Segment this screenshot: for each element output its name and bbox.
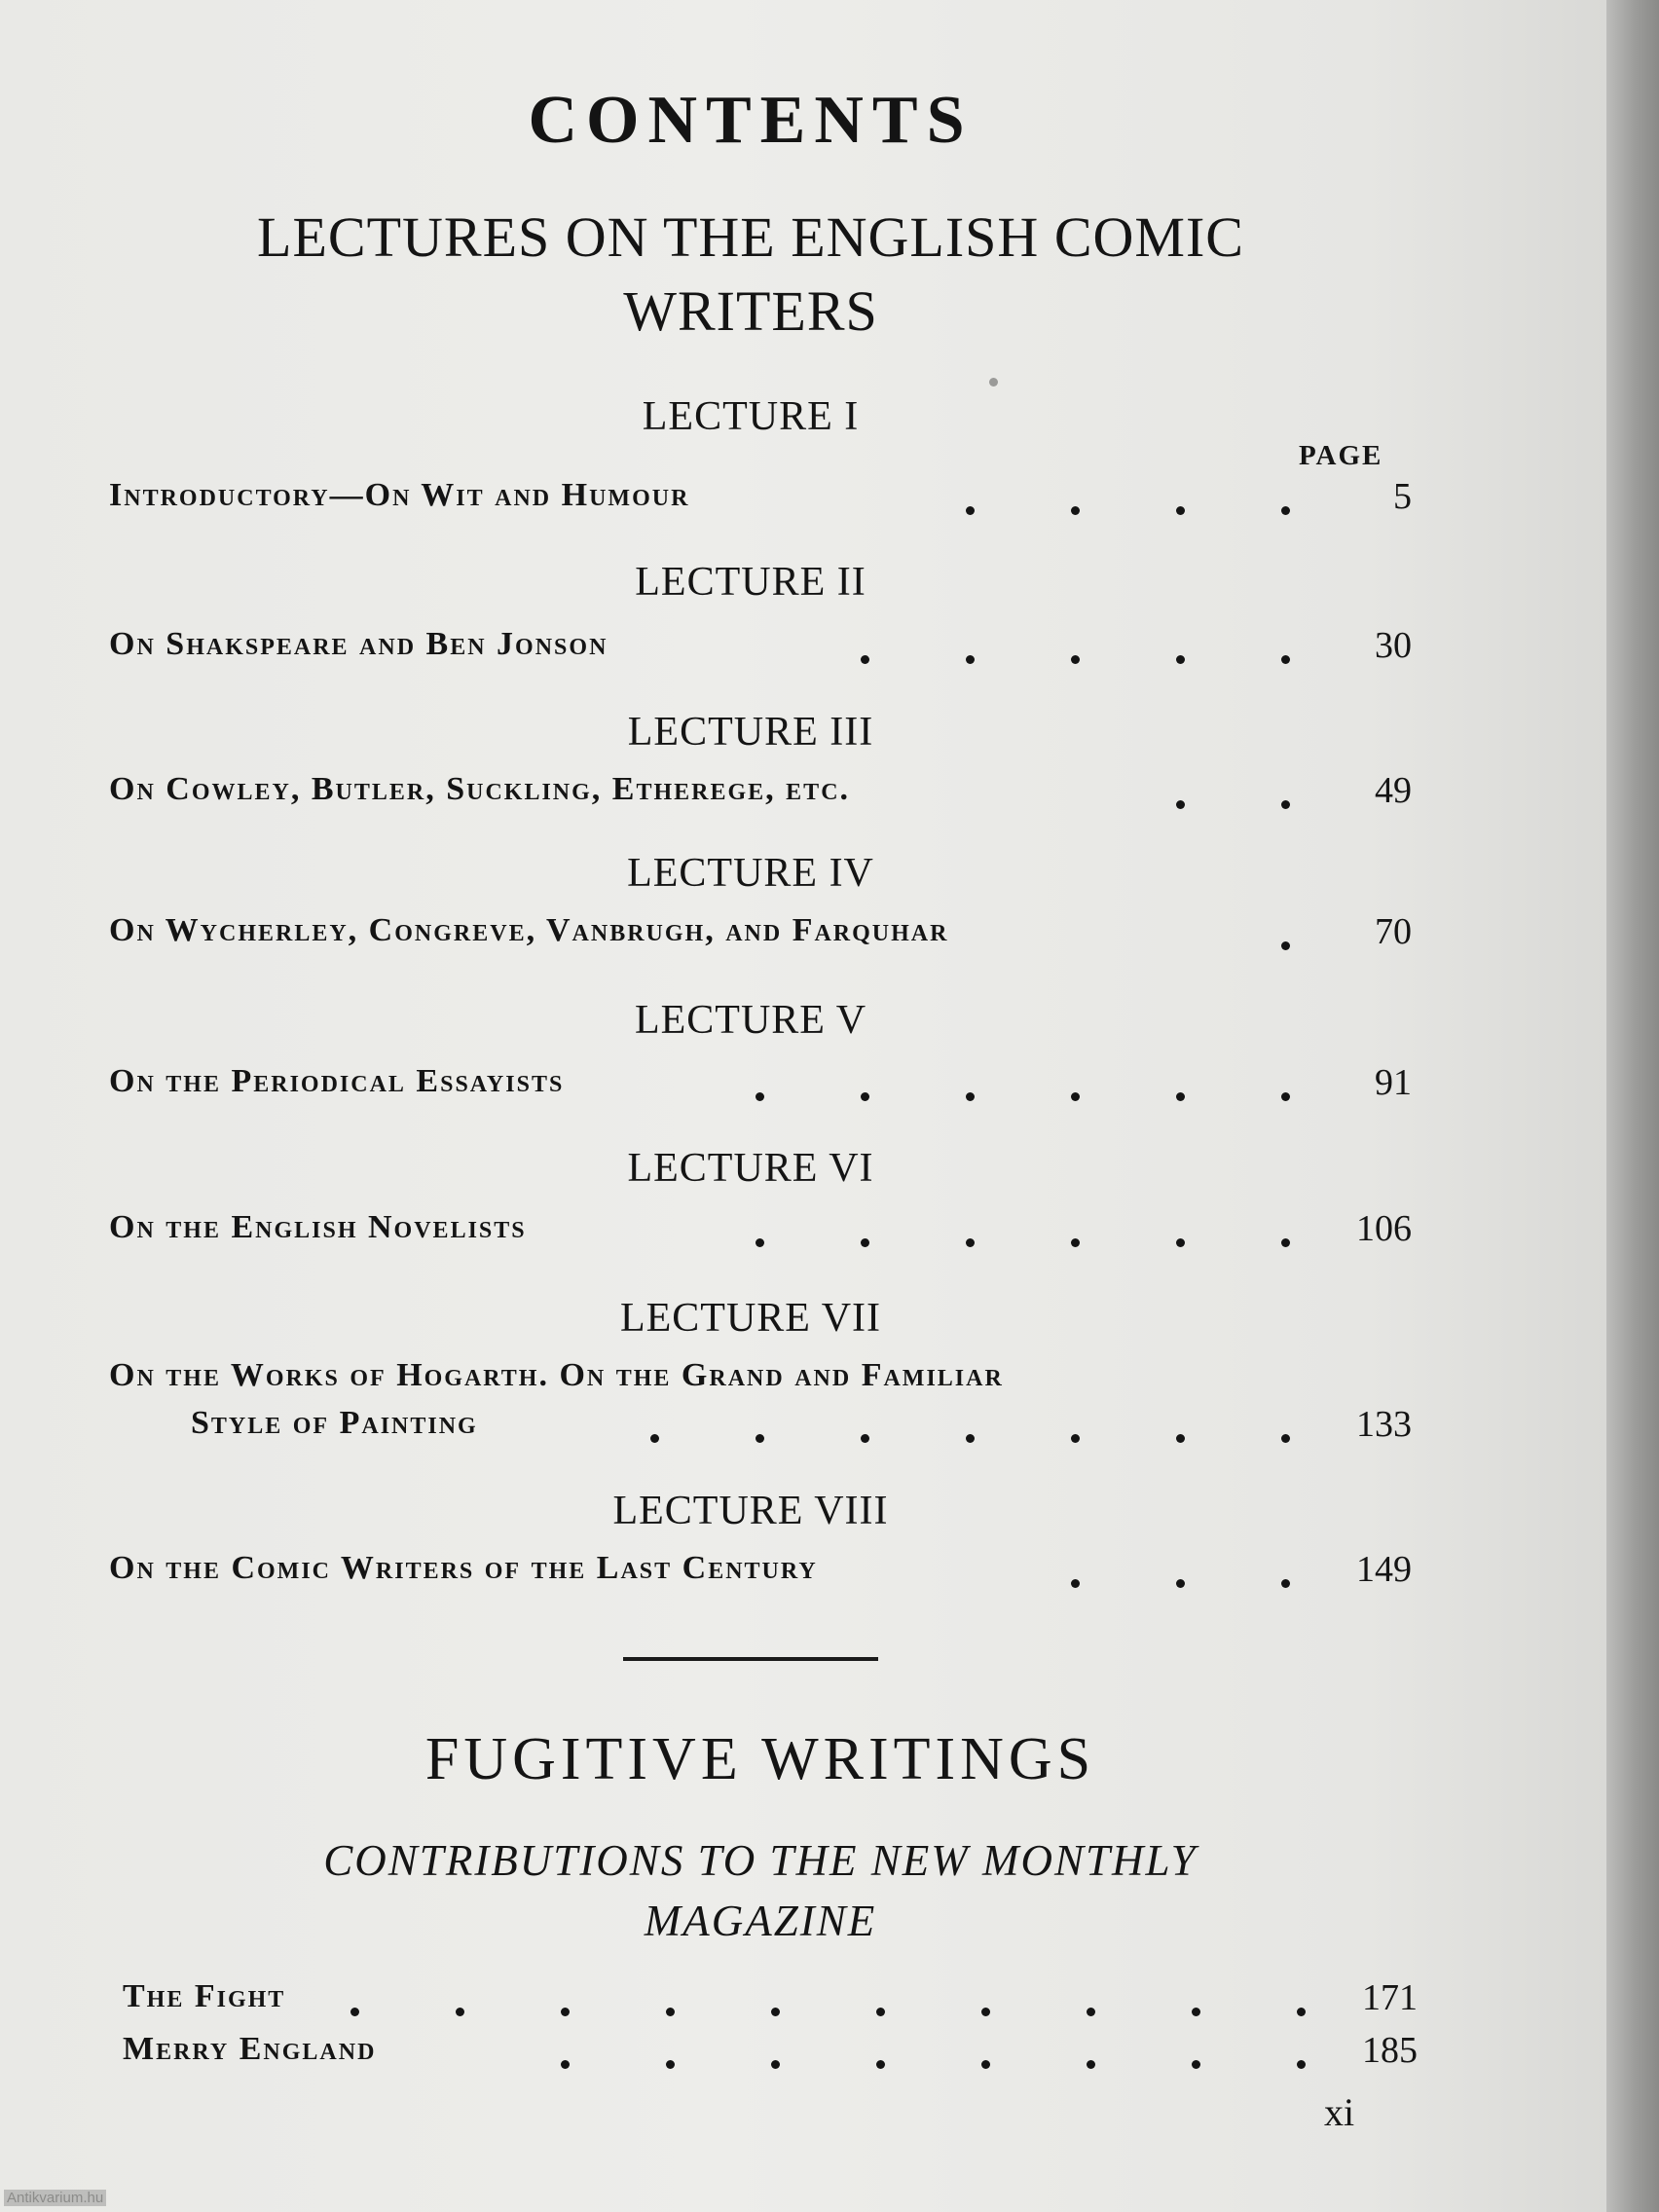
leader-dot bbox=[1192, 2060, 1200, 2069]
leader-dot bbox=[1071, 1434, 1080, 1443]
leader-dot bbox=[1281, 1434, 1290, 1443]
leader-dot bbox=[1176, 1238, 1185, 1247]
leader-dot bbox=[1176, 1092, 1185, 1101]
leader-dot bbox=[1281, 800, 1290, 809]
contributions-subtitle bbox=[195, 1830, 1326, 1951]
leader-dot bbox=[981, 2060, 990, 2069]
leader-dot bbox=[666, 2008, 675, 2016]
lecture-7-entry bbox=[109, 1357, 1408, 1406]
leader-dot bbox=[1176, 1579, 1185, 1588]
page-folio: xi bbox=[1324, 2090, 1355, 2134]
lecture-5-title: On the Periodical Essayists bbox=[109, 1063, 565, 1099]
leader-dot bbox=[456, 2008, 464, 2016]
leader-dot bbox=[876, 2060, 885, 2069]
leader-dot bbox=[1281, 1092, 1290, 1101]
leader-dot bbox=[1281, 1579, 1290, 1588]
leader-dot bbox=[1071, 655, 1080, 664]
leader-dot bbox=[966, 506, 975, 515]
lecture-7-title: On the Works of Hogarth. On the Grand and Familiar bbox=[109, 1357, 1004, 1393]
fugitive-entry-2 bbox=[123, 2030, 1418, 2080]
leader-dot bbox=[561, 2008, 570, 2016]
leader-dot bbox=[756, 1092, 764, 1101]
leader-dot bbox=[966, 1238, 975, 1247]
watermark: Antikvarium.hu bbox=[4, 2190, 106, 2206]
leader-dot bbox=[1071, 1579, 1080, 1588]
leader-dot bbox=[861, 1238, 869, 1247]
section-divider bbox=[623, 1657, 878, 1661]
leader-dot bbox=[1176, 800, 1185, 809]
leader-dot bbox=[1087, 2060, 1095, 2069]
lecture-2-heading: LECTURE II bbox=[635, 560, 866, 605]
lecture-4-entry bbox=[109, 911, 1412, 961]
leader-dot bbox=[1192, 2008, 1200, 2016]
fugitive-entry-1-title: The Fight bbox=[123, 1978, 286, 2014]
leader-dot bbox=[771, 2008, 780, 2016]
leader-dot bbox=[1071, 1238, 1080, 1247]
leader-dot bbox=[1176, 506, 1185, 515]
lecture-5-page: 91 bbox=[1375, 1062, 1412, 1103]
leader-dot bbox=[666, 2060, 675, 2069]
leader-dot bbox=[1071, 1092, 1080, 1101]
lecture-8-title: On the Comic Writers of the Last Century bbox=[109, 1550, 818, 1586]
leader-dot bbox=[350, 2008, 359, 2016]
lecture-2-page: 30 bbox=[1375, 625, 1412, 666]
lecture-7-heading: LECTURE VII bbox=[619, 1296, 882, 1341]
lecture-4-heading: LECTURE IV bbox=[627, 851, 874, 896]
lecture-1-heading: LECTURE I bbox=[642, 394, 860, 439]
leader-dot bbox=[966, 1092, 975, 1101]
lecture-1-title: Introductory—On Wit and Humour bbox=[109, 477, 690, 513]
leader-dot bbox=[561, 2060, 570, 2069]
leader-dot bbox=[1281, 506, 1290, 515]
leader-dot bbox=[1176, 655, 1185, 664]
lecture-7-page: 133 bbox=[1356, 1404, 1412, 1445]
leader-dot bbox=[771, 2060, 780, 2069]
lecture-3-heading: LECTURE III bbox=[627, 710, 874, 755]
lecture-8-heading: LECTURE VIII bbox=[612, 1489, 889, 1533]
contributions-subtitle-line-1: CONTRIBUTIONS TO THE NEW MONTHLY bbox=[323, 1836, 1198, 1885]
lecture-5-heading: LECTURE V bbox=[634, 998, 867, 1043]
lectures-title-line-1: LECTURES ON THE ENGLISH COMIC bbox=[257, 205, 1244, 269]
leader-dot bbox=[1087, 2008, 1095, 2016]
lecture-6-entry bbox=[109, 1208, 1412, 1258]
lecture-2-entry bbox=[109, 625, 1412, 675]
lecture-5-entry bbox=[109, 1062, 1412, 1112]
fugitive-entry-1 bbox=[123, 1977, 1418, 2027]
leader-dot bbox=[756, 1238, 764, 1247]
leader-dot bbox=[966, 655, 975, 664]
leader-dot bbox=[876, 2008, 885, 2016]
lectures-title-line-2: WRITERS bbox=[623, 279, 878, 343]
lecture-8-entry bbox=[109, 1549, 1412, 1599]
lecture-7-title-line-2: Style of Painting bbox=[191, 1405, 478, 1441]
lectures-section-title bbox=[146, 201, 1355, 349]
leader-dot bbox=[1297, 2008, 1306, 2016]
lecture-6-title: On the English Novelists bbox=[109, 1209, 527, 1245]
fugitive-entry-2-title: Merry England bbox=[123, 2031, 377, 2067]
leader-dot bbox=[1281, 941, 1290, 950]
fugitive-entry-2-page: 185 bbox=[1362, 2030, 1418, 2071]
leader-dot bbox=[861, 1434, 869, 1443]
paper-speck bbox=[989, 378, 998, 387]
leader-dot bbox=[981, 2008, 990, 2016]
page-column-label: PAGE bbox=[1299, 440, 1383, 471]
lecture-3-entry bbox=[109, 770, 1412, 820]
leader-dot bbox=[861, 655, 869, 664]
lecture-1-page: 5 bbox=[1393, 476, 1412, 517]
leader-dot bbox=[650, 1434, 659, 1443]
lecture-4-title: On Wycherley, Congreve, Vanbrugh, and Farquhar bbox=[109, 912, 949, 948]
leader-dot bbox=[1281, 655, 1290, 664]
lecture-6-page: 106 bbox=[1356, 1208, 1412, 1249]
leader-dot bbox=[1176, 1434, 1185, 1443]
leader-dot bbox=[756, 1434, 764, 1443]
leader-dot bbox=[1281, 1238, 1290, 1247]
lecture-6-heading: LECTURE VI bbox=[627, 1146, 874, 1191]
leader-dot bbox=[1071, 506, 1080, 515]
leader-dot bbox=[1297, 2060, 1306, 2069]
contributions-subtitle-line-2: MAGAZINE bbox=[644, 1897, 877, 1945]
lecture-7-entry-continued bbox=[109, 1404, 1412, 1454]
leader-dot bbox=[861, 1092, 869, 1101]
lecture-8-page: 149 bbox=[1356, 1549, 1412, 1590]
leader-dot bbox=[966, 1434, 975, 1443]
lecture-3-title: On Cowley, Butler, Suckling, Etherege, etc. bbox=[109, 771, 851, 807]
page-gutter bbox=[1606, 0, 1659, 2212]
fugitive-entry-1-page: 171 bbox=[1362, 1977, 1418, 2018]
page-title: CONTENTS bbox=[528, 83, 974, 158]
lecture-2-title: On Shakspeare and Ben Jonson bbox=[109, 626, 608, 662]
fugitive-writings-title: FUGITIVE WRITINGS bbox=[424, 1726, 1096, 1792]
lecture-1-entry bbox=[109, 476, 1412, 526]
lecture-4-page: 70 bbox=[1375, 911, 1412, 952]
lecture-3-page: 49 bbox=[1375, 770, 1412, 811]
